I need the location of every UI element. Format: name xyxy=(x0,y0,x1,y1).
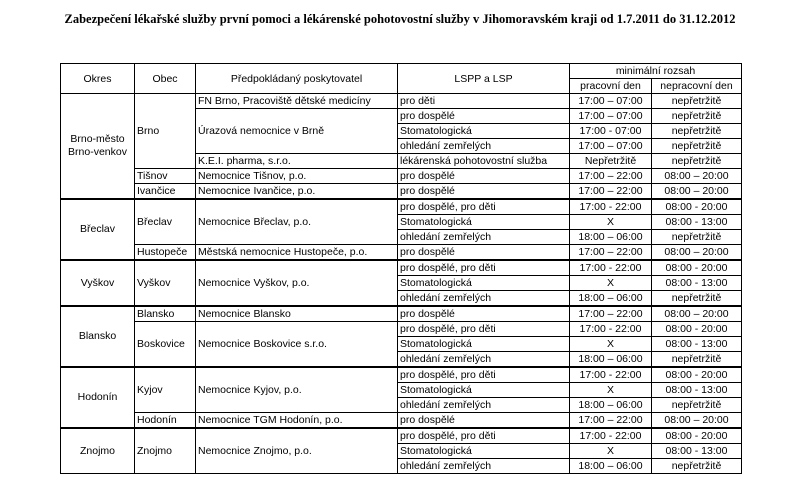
provider-cell: FN Brno, Pracoviště dětské medicíny xyxy=(196,94,398,109)
freeday-hours-cell: nepřetržitě xyxy=(652,459,742,474)
workday-hours-cell: 17:00 - 22:00 xyxy=(570,199,652,215)
okres-cell xyxy=(61,306,135,367)
header-lspp: LSPP a LSP xyxy=(398,64,570,94)
service-type-cell: Stomatologická xyxy=(398,337,570,352)
okres-cell xyxy=(61,94,135,200)
workday-hours-cell: 17:00 – 22:00 xyxy=(570,184,652,200)
workday-hours-cell: 17:00 - 07:00 xyxy=(570,124,652,139)
okres-cell xyxy=(61,367,135,428)
obec-cell: Blansko xyxy=(135,306,196,322)
okres-cell xyxy=(61,428,135,474)
header-okres: Okres xyxy=(61,64,135,94)
header-pracovni: pracovní den xyxy=(570,79,652,94)
freeday-hours-cell: 08:00 - 13:00 xyxy=(652,276,742,291)
service-type-cell: Stomatologická xyxy=(398,444,570,459)
okres-label: Břeclav xyxy=(79,223,115,235)
freeday-hours-cell: nepřetržitě xyxy=(652,109,742,124)
service-type-cell: ohledání zemřelých xyxy=(398,398,570,413)
provider-cell: Nemocnice Kyjov, p.o. xyxy=(196,367,398,413)
workday-hours-cell: X xyxy=(570,383,652,398)
workday-hours-cell: X xyxy=(570,444,652,459)
service-type-cell: pro dospělé, pro děti xyxy=(398,367,570,383)
obec-cell: Tišnov xyxy=(135,169,196,184)
obec-cell: Znojmo xyxy=(135,428,196,474)
service-type-cell: pro dospělé xyxy=(398,306,570,322)
table-row xyxy=(61,260,742,276)
freeday-hours-cell: 08:00 – 20:00 xyxy=(652,413,742,429)
workday-hours-cell: 17:00 – 07:00 xyxy=(570,139,652,154)
service-type-cell: Stomatologická xyxy=(398,124,570,139)
document-title: Zabezpečení lékařské služby první pomoci a lékárenské pohotovostní služby v Jihomoravském kraji od 1.7.2011 do 31.12.2012 xyxy=(64,12,736,26)
provider-cell: Nemocnice TGM Hodonín, p.o. xyxy=(196,413,398,429)
workday-hours-cell: 17:00 – 22:00 xyxy=(570,306,652,322)
workday-hours-cell: X xyxy=(570,215,652,230)
freeday-hours-cell: 08:00 - 20:00 xyxy=(652,322,742,337)
okres-label: Znojmo xyxy=(79,444,115,457)
freeday-hours-cell: nepřetržitě xyxy=(652,398,742,413)
freeday-hours-cell: 08:00 - 20:00 xyxy=(652,199,742,215)
obec-cell: Boskovice xyxy=(135,322,196,368)
header-row xyxy=(61,64,742,79)
provider-cell: Nemocnice Ivančice, p.o. xyxy=(196,184,398,200)
freeday-hours-cell: 08:00 - 20:00 xyxy=(652,428,742,444)
table-row xyxy=(61,245,742,261)
provider-cell: K.E.I. pharma, s.r.o. xyxy=(196,154,398,169)
workday-hours-cell: 18:00 – 06:00 xyxy=(570,291,652,307)
workday-hours-cell: 17:00 - 22:00 xyxy=(570,322,652,337)
workday-hours-cell: 17:00 – 07:00 xyxy=(570,94,652,109)
service-type-cell: pro dospělé, pro děti xyxy=(398,199,570,215)
workday-hours-cell: Nepřetržitě xyxy=(570,154,652,169)
freeday-hours-cell: nepřetržitě xyxy=(652,94,742,109)
okres-cell xyxy=(61,199,135,260)
service-type-cell: pro dospělé xyxy=(398,169,570,184)
provider-cell: Městská nemocnice Hustopeče, p.o. xyxy=(196,245,398,261)
table-row xyxy=(61,367,742,383)
freeday-hours-cell: nepřetržitě xyxy=(652,291,742,307)
table-row xyxy=(61,428,742,444)
provider-cell: Nemocnice Znojmo, p.o. xyxy=(196,428,398,474)
table-row xyxy=(61,184,742,200)
workday-hours-cell: 17:00 – 07:00 xyxy=(570,109,652,124)
okres-label: Brno-venkov xyxy=(68,146,127,158)
obec-cell: Brno xyxy=(135,94,196,169)
service-type-cell: pro děti xyxy=(398,94,570,109)
header-obec: Obec xyxy=(135,64,196,94)
freeday-hours-cell: 08:00 - 20:00 xyxy=(652,367,742,383)
service-type-cell: pro dospělé, pro děti xyxy=(398,428,570,444)
workday-hours-cell: 18:00 – 06:00 xyxy=(570,230,652,245)
workday-hours-cell: 17:00 – 22:00 xyxy=(570,245,652,261)
freeday-hours-cell: 08:00 - 20:00 xyxy=(652,260,742,276)
freeday-hours-cell: 08:00 - 13:00 xyxy=(652,444,742,459)
freeday-hours-cell: 08:00 - 13:00 xyxy=(652,337,742,352)
obec-cell: Břeclav xyxy=(135,199,196,245)
freeday-hours-cell: 08:00 – 20:00 xyxy=(652,306,742,322)
service-type-cell: Stomatologická xyxy=(398,383,570,398)
table-row xyxy=(61,306,742,322)
workday-hours-cell: 17:00 - 22:00 xyxy=(570,367,652,383)
service-type-cell: pro dospělé xyxy=(398,109,570,124)
okres-label: Vyškov xyxy=(80,276,115,289)
service-type-cell: ohledání zemřelých xyxy=(398,139,570,154)
workday-hours-cell: 17:00 - 22:00 xyxy=(570,260,652,276)
freeday-hours-cell: nepřetržitě xyxy=(652,154,742,169)
freeday-hours-cell: nepřetržitě xyxy=(652,230,742,245)
freeday-hours-cell: nepřetržitě xyxy=(652,124,742,139)
obec-cell: Hodonín xyxy=(135,413,196,429)
obec-cell: Kyjov xyxy=(135,367,196,413)
freeday-hours-cell: 08:00 – 20:00 xyxy=(652,245,742,261)
table-row xyxy=(61,413,742,429)
obec-cell: Vyškov xyxy=(135,260,196,306)
service-type-cell: pro dospělé xyxy=(398,413,570,429)
freeday-hours-cell: nepřetržitě xyxy=(652,139,742,154)
service-type-cell: pro dospělé xyxy=(398,245,570,261)
okres-cell xyxy=(61,260,135,306)
workday-hours-cell: 18:00 – 06:00 xyxy=(570,398,652,413)
header-rozsah: minimální rozsah xyxy=(570,64,742,79)
workday-hours-cell: 18:00 – 06:00 xyxy=(570,459,652,474)
table-row xyxy=(61,169,742,184)
service-type-cell: ohledání zemřelých xyxy=(398,230,570,245)
obec-cell: Ivančice xyxy=(135,184,196,200)
service-type-cell: pro dospělé xyxy=(398,184,570,200)
freeday-hours-cell: 08:00 – 20:00 xyxy=(652,184,742,200)
okres-label: Hodonín xyxy=(77,391,118,403)
provider-cell: Nemocnice Blansko xyxy=(196,306,398,322)
okres-label: Blansko xyxy=(78,330,117,342)
workday-hours-cell: 18:00 – 06:00 xyxy=(570,352,652,368)
table-row xyxy=(61,322,742,337)
service-type-cell: Stomatologická xyxy=(398,276,570,291)
workday-hours-cell: X xyxy=(570,337,652,352)
provider-cell: Nemocnice Vyškov, p.o. xyxy=(196,260,398,306)
workday-hours-cell: X xyxy=(570,276,652,291)
freeday-hours-cell: nepřetržitě xyxy=(652,352,742,368)
provider-cell: Nemocnice Tišnov, p.o. xyxy=(196,169,398,184)
okres-label: Brno-město xyxy=(70,133,125,145)
header-poskytovatel: Předpokládaný poskytovatel xyxy=(196,64,398,94)
workday-hours-cell: 17:00 - 22:00 xyxy=(570,428,652,444)
workday-hours-cell: 17:00 – 22:00 xyxy=(570,413,652,429)
provider-cell: Úrazová nemocnice v Brně xyxy=(196,109,398,154)
header-nepracovni: nepracovní den xyxy=(652,79,742,94)
service-type-cell: Stomatologická xyxy=(398,215,570,230)
table-row xyxy=(61,94,742,109)
service-type-cell: ohledání zemřelých xyxy=(398,352,570,368)
service-type-cell: pro dospělé, pro děti xyxy=(398,260,570,276)
workday-hours-cell: 17:00 – 22:00 xyxy=(570,169,652,184)
provider-cell: Nemocnice Břeclav, p.o. xyxy=(196,199,398,245)
service-type-cell: lékárenská pohotovostní služba xyxy=(398,154,570,169)
freeday-hours-cell: 08:00 - 13:00 xyxy=(652,215,742,230)
service-type-cell: ohledání zemřelých xyxy=(398,291,570,307)
table-row xyxy=(61,199,742,215)
provider-cell: Nemocnice Boskovice s.r.o. xyxy=(196,322,398,368)
schedule-table xyxy=(60,63,742,474)
freeday-hours-cell: 08:00 - 13:00 xyxy=(652,383,742,398)
service-type-cell: pro dospělé, pro děti xyxy=(398,322,570,337)
service-type-cell: ohledání zemřelých xyxy=(398,459,570,474)
freeday-hours-cell: 08:00 – 20:00 xyxy=(652,169,742,184)
obec-cell: Hustopeče xyxy=(135,245,196,261)
